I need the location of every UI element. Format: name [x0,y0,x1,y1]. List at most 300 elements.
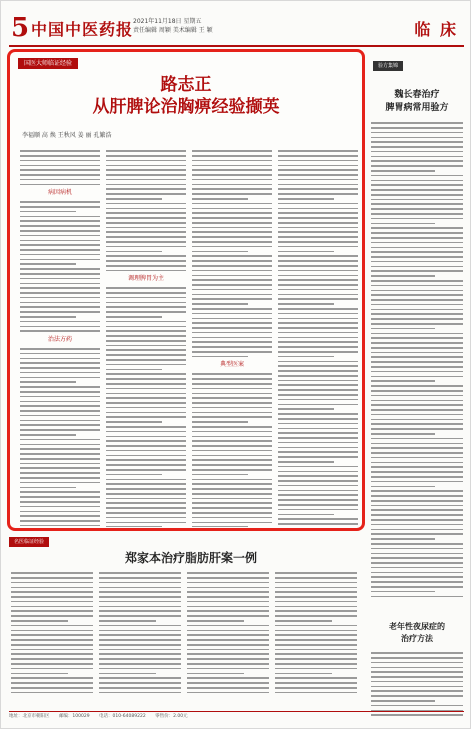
text-line [278,318,358,320]
text-line [278,270,358,272]
footer-price: 零售价：2.00元 [155,714,188,719]
text-line [278,275,358,277]
text-line [20,321,100,323]
text-line [106,412,186,414]
text-line [192,308,272,310]
text-line [371,471,463,473]
text-line [278,208,358,210]
text-line [187,634,269,636]
text-line [187,601,269,603]
text-line [99,606,181,608]
text-line [275,687,357,689]
text-line [99,601,181,603]
text-line [371,333,463,335]
text-line [192,327,272,329]
text-line [192,346,272,348]
text-line [99,668,181,670]
text-line [371,543,463,545]
text-line [106,227,186,229]
text-line [371,533,463,535]
text-line [11,606,93,608]
text-line [192,246,272,248]
text-line [11,591,93,593]
text-line [106,193,186,195]
text-line [278,404,358,406]
text-line [106,407,186,409]
text-line [371,476,463,478]
text-line [192,179,272,181]
text-line [371,700,435,702]
text-line [20,348,100,350]
text-line [99,577,181,579]
text-line [278,236,358,238]
text-line [106,345,186,347]
text-line [106,169,186,171]
text-line [20,273,100,275]
text-line [20,165,100,167]
text-line [371,676,463,678]
text-line [99,649,181,651]
sidebar-tag: 验方集锦 [373,61,403,71]
text-line [192,332,272,334]
text-line [278,174,358,176]
text-line [99,677,181,679]
text-line [106,236,186,238]
text-line [278,260,358,262]
text-line [11,677,93,679]
text-line [371,481,463,483]
text-line [20,150,100,152]
text-line [371,452,463,454]
text-line [275,677,357,679]
text-line [11,692,93,694]
text-line [371,395,463,397]
text-line [20,477,100,479]
text-line [192,502,272,504]
text-line [106,426,186,428]
text-line [20,467,100,469]
text-line [275,582,357,584]
text-line [192,184,272,186]
text-line [192,474,248,476]
text-line [192,337,272,339]
text-line [20,225,100,227]
text-line [278,480,358,482]
text-line [106,383,186,385]
text-line [20,448,100,450]
text-line [187,692,269,694]
text-line [192,483,272,485]
text-line [275,630,357,632]
text-line [278,504,358,506]
page-number: 5 [11,13,30,43]
text-line [99,625,181,627]
text-line [187,682,269,684]
text-line [371,572,463,574]
text-line [371,270,463,272]
feature-text-column [192,147,272,527]
section-subhead: 治法方药 [47,335,72,343]
text-line [99,620,156,622]
text-line [278,466,358,468]
text-line [106,488,186,490]
text-line [106,416,186,418]
text-line [187,625,269,627]
text-line [20,311,100,313]
text-line [371,203,463,205]
text-line [278,361,358,363]
text-line [278,303,334,305]
text-line [106,354,186,356]
text-line [20,453,100,455]
text-line [20,249,100,251]
text-line [371,199,463,201]
bottom-text-column [11,569,93,699]
text-line [278,499,358,501]
text-line [371,313,463,315]
text-line [106,479,186,481]
text-line [187,582,269,584]
text-line [371,557,463,559]
text-line [20,353,100,355]
text-line [278,485,358,487]
sidebar-body-text [371,119,463,609]
text-line [278,227,358,229]
text-line [192,265,272,267]
text-line [192,445,272,447]
text-line [106,421,162,423]
text-line [20,292,100,294]
text-line [371,414,463,416]
bottom-column-tag: 名医临证经验 [9,537,49,547]
text-line [278,428,358,430]
text-line [20,326,100,328]
text-line [20,386,100,388]
feature-text-column [278,147,358,527]
text-line [192,150,272,152]
text-line [11,658,93,660]
text-line [192,275,272,277]
text-line [20,424,100,426]
text-line [187,620,244,622]
text-line [371,275,435,277]
text-line [371,591,435,593]
text-line [20,410,100,412]
text-line [99,663,181,665]
text-line [278,203,358,205]
text-line [192,488,272,490]
text-line [11,649,93,651]
text-line [275,639,357,641]
text-line [106,349,186,351]
text-line [278,198,334,200]
text-line [20,302,100,304]
text-line [278,461,334,463]
text-line [106,208,186,210]
text-line [192,517,272,519]
text-line [371,146,463,148]
text-line [20,401,100,403]
text-line [278,514,334,516]
text-line [187,606,269,608]
text-line [20,216,100,218]
text-line [187,610,269,612]
text-line [192,507,272,509]
text-line [192,455,272,457]
text-line [371,299,463,301]
text-line [20,211,76,213]
text-line [278,475,358,477]
text-line [192,416,272,418]
text-line [99,615,181,617]
text-line [106,440,186,442]
text-line [371,576,463,578]
text-line [371,690,463,692]
text-line [192,198,248,200]
text-line [20,367,100,369]
text-line [106,474,162,476]
sidebar-second-title-line-2: 治疗方法 [401,634,433,643]
text-line [371,242,463,244]
text-line [278,509,358,511]
text-line [371,400,463,402]
text-line [192,426,272,428]
text-line [371,662,463,664]
text-line [371,175,463,177]
text-line [99,658,181,660]
text-line [11,587,93,589]
text-line [371,132,463,134]
text-line [20,297,100,299]
text-line [187,615,269,617]
text-line [371,285,463,287]
text-line [106,464,186,466]
text-line [11,644,93,646]
text-line [20,287,100,289]
text-line [275,634,357,636]
text-line [371,433,435,435]
text-line [278,494,358,496]
text-line [275,620,332,622]
text-line [371,328,435,330]
text-line [371,294,463,296]
text-line [106,246,186,248]
text-line [278,341,358,343]
text-line [278,351,358,353]
feature-headline-name: 路志正 [160,75,212,95]
text-line [106,188,186,190]
text-line [275,601,357,603]
text-line [371,443,463,445]
text-line [371,447,463,449]
text-line [371,127,463,129]
bottom-text-column [187,569,269,699]
section-subhead: 典型医案 [219,361,244,369]
text-line [371,218,463,220]
text-line [371,380,435,382]
text-line [192,436,272,438]
text-line [192,526,248,527]
text-line [278,279,358,281]
text-line [20,372,100,374]
footer-phone: 电话：010-64089222 [99,714,146,719]
text-line [20,420,100,422]
text-line [106,483,186,485]
text-line [371,151,463,153]
text-line [371,581,463,583]
text-line [371,486,435,488]
text-line [192,279,272,281]
text-line [187,687,269,689]
text-line [371,548,463,550]
text-line [192,169,272,171]
text-line [192,493,272,495]
text-line [187,649,269,651]
text-line [99,596,181,598]
text-line [99,687,181,689]
text-line [371,419,463,421]
text-line [106,222,186,224]
text-line [278,399,358,401]
text-line [275,682,357,684]
issue-date: 2021年11月18日 星期五 [133,18,202,25]
text-line [371,290,463,292]
text-line [371,390,463,392]
text-line [106,507,186,509]
text-line [192,294,272,296]
text-line [106,522,186,524]
text-line [106,445,186,447]
sidebar-articles [369,53,465,673]
text-line [20,506,100,508]
text-line [275,572,357,574]
text-line [371,596,463,598]
text-line [11,653,93,655]
text-line [106,198,162,200]
text-line [187,639,269,641]
text-line [20,444,100,446]
text-line [106,397,186,399]
text-line [192,160,272,162]
text-line [20,405,100,407]
text-line [275,658,357,660]
text-line [278,322,358,324]
sidebar-second-title-line-1: 老年性夜尿症的 [389,622,445,631]
text-line [371,705,463,707]
text-line [278,265,358,267]
text-line [192,236,272,238]
text-line [275,668,357,670]
feature-text-column [106,147,186,527]
text-line [275,596,357,598]
text-line [278,160,358,162]
feature-text-column [20,147,100,527]
text-line [20,244,100,246]
text-line [192,155,272,157]
text-line [278,423,358,425]
text-line [20,201,100,203]
text-line [106,502,186,504]
text-line [371,371,463,373]
text-line [278,246,358,248]
text-line [192,402,272,404]
text-line [371,184,463,186]
text-line [11,687,93,689]
text-line [106,436,186,438]
text-line [99,639,181,641]
text-line [275,653,357,655]
text-line [278,294,358,296]
text-line [371,567,463,569]
text-line [20,220,100,222]
text-line [20,259,100,261]
text-line [192,378,272,380]
issue-editors: 责任编辑 周颖 美术编辑 王 颖 [133,27,213,34]
text-line [11,577,93,579]
text-line [278,184,358,186]
text-line [275,577,357,579]
text-line [11,620,68,622]
text-line [106,270,186,272]
text-line [371,495,463,497]
text-line [106,231,186,233]
text-line [275,606,357,608]
text-line [371,189,463,191]
text-line [20,487,76,489]
text-line [192,188,272,190]
text-line [278,217,358,219]
text-line [371,165,463,167]
masthead [9,11,464,47]
text-line [371,376,463,378]
text-line [20,463,100,465]
text-line [106,378,186,380]
text-line [192,356,248,358]
text-line [371,466,463,468]
text-line [371,505,463,507]
text-line [278,518,358,520]
text-line [106,212,186,214]
text-line [192,512,272,514]
text-line [278,451,358,453]
section-subhead: 病因病机 [47,189,72,197]
text-line [371,385,463,387]
text-line [106,493,186,495]
text-line [99,572,181,574]
text-line [275,587,357,589]
footer [9,711,464,721]
text-line [192,284,272,286]
text-line [371,671,463,673]
text-line [278,442,358,444]
text-line [371,208,463,210]
feature-article[interactable] [7,49,365,531]
text-line [20,184,100,186]
text-line [106,455,186,457]
text-line [371,529,463,531]
text-line [106,369,162,371]
text-line [192,165,272,167]
text-line [371,695,463,697]
section-subhead: 调理脾胃为主 [127,275,164,283]
text-line [371,462,463,464]
text-line [371,251,463,253]
text-line [371,438,463,440]
text-line [20,472,100,474]
text-line [278,241,358,243]
text-line [278,418,358,420]
text-line [106,512,186,514]
